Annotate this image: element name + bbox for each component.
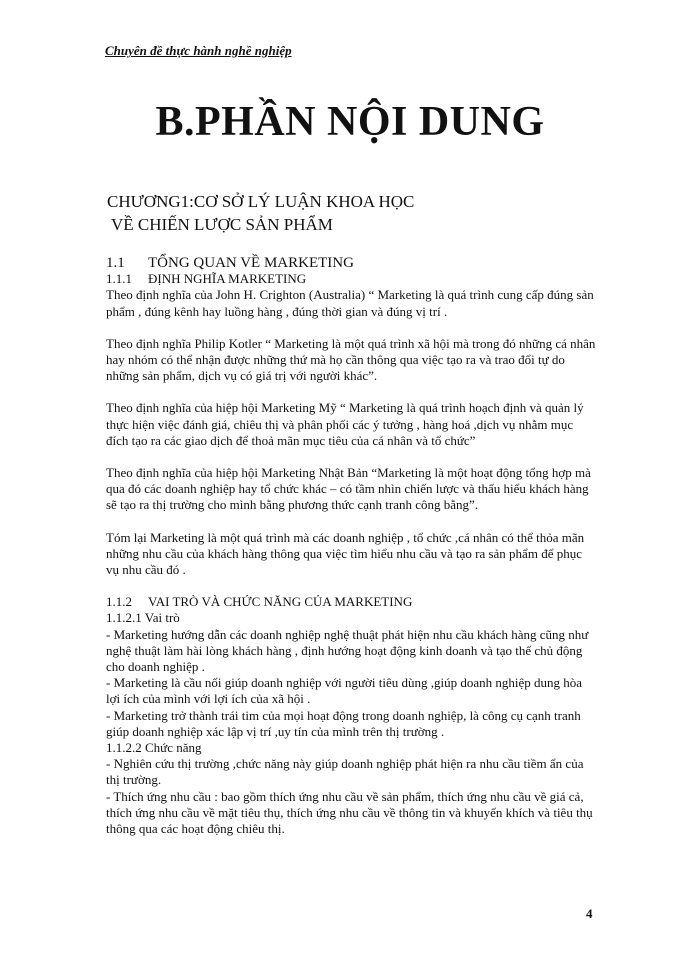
function-item: - Nghiên cứu thị trường ,chức năng này giúp doanh nghiệp phát hiện ra nhu cầu tiềm ẩn của thị trường. <box>106 756 584 788</box>
section-number: 1.1.2 <box>106 594 132 610</box>
role-item: - Marketing là cầu nối giúp doanh nghiệp với người tiêu dùng ,giúp doanh nghiệp dung hòa lợi ích của mình với lợi ích của xã hội . <box>106 675 583 707</box>
section-title: ĐỊNH NGHĨA MARKETING <box>148 271 307 287</box>
section-title: VAI TRÒ VÀ CHỨC NĂNG CỦA MARKETING <box>148 594 413 610</box>
running-header: Chuyên đề thực hành nghề nghiệp <box>105 43 292 58</box>
paragraph-kotler: Theo định nghĩa Philip Kotler “ Marketing là một quá trình xã hội mà trong đó những cá nhân hay nhóm có thể nhận được những thứ mà họ cần thông qua việc tạo ra và trao đổi tự do những sản phẩm, dịch vụ có giá trị với người khác”. <box>106 335 596 384</box>
main-content <box>106 255 596 837</box>
section-title: TỔNG QUAN VỀ MARKETING <box>148 255 354 271</box>
section-number: 1.1.1 <box>106 271 132 287</box>
role-item: - Marketing hướng dẫn các doanh nghiệp nghệ thuật phát hiện nhu cầu khách hàng cũng như nghệ thuật làm hài lòng khách hàng , định hướng hoạt động kinh doanh và tạo thế chủ động cho doanh nghiệp . <box>106 626 589 675</box>
paragraph-crighton: Theo định nghĩa của John H. Crighton (Australia) “ Marketing là quá trình cung cấp đúng sản phẩm , đúng kênh hay luồng hàng , đúng thời gian và đúng vị trí . <box>106 287 594 319</box>
section-heading-1-1-2 <box>106 594 596 610</box>
function-item: - Thích ứng nhu cầu : bao gồm thích ứng nhu cầu về sản phẩm, thích ứng nhu cầu về giá cả, thích ứng nhu cầu về mặt tiêu thụ, thích ứng nhu cầu về thông tin và khuyến khích và tiêu thụ thông qua các hoạt động chiêu thị. <box>106 788 593 837</box>
paragraph-japan: Theo định nghĩa của hiệp hội Marketing Nhật Bản “Marketing là một hoạt động tổng hợp mà qua đó các doanh nghiệp hay tổ chức khác – có tầm nhìn chiến lược và thấu hiểu khách hàng sẽ tạo ra thị trường cho mình bằng phương thức cạnh tranh công bằng”. <box>106 465 591 513</box>
part-title: B.PHẦN NỘI DUNG <box>155 99 545 145</box>
section-heading-1-1 <box>106 255 596 271</box>
subsection-heading-roles: 1.1.2.1 Vai trò <box>106 610 180 626</box>
paragraph-ama: Theo định nghĩa của hiệp hội Marketing Mỹ “ Marketing là quá trình hoạch định và quản lý thực hiện việc đánh giá, chiêu thị và phân phối các ý tưởng , hàng hoá ,dịch vụ nhằm mục đích tạo ra các giao dịch để thoả mãn mục tiêu của cá nhân và tổ chức” <box>106 400 584 448</box>
chapter-title-line-2: VỀ CHIẾN LƯỢC SẢN PHẨM <box>107 215 333 234</box>
chapter-heading <box>107 190 414 236</box>
role-item: - Marketing trở thành trái tim của mọi hoạt động trong doanh nghiệp, là công cụ cạnh tranh giúp doanh nghiệp xác lập vị trí ,uy tín của mình trên thị trường . <box>106 707 581 739</box>
paragraph-summary: Tóm lại Marketing là một quá trình mà các doanh nghiệp , tổ chức ,cá nhân có thể thỏa mãn những nhu cầu của khách hàng thông qua việc tìm hiểu nhu cầu và tạo ra sản phẩm để phục vụ nhu cầu đó . <box>106 529 585 578</box>
page-number: 4 <box>586 906 593 921</box>
subsection-heading-functions: 1.1.2.2 Chức năng <box>106 740 202 756</box>
section-number: 1.1 <box>106 255 125 271</box>
section-heading-1-1-1 <box>106 271 596 287</box>
chapter-title-line-1: CHƯƠNG1:CƠ SỞ LÝ LUẬN KHOA HỌC <box>107 192 415 211</box>
